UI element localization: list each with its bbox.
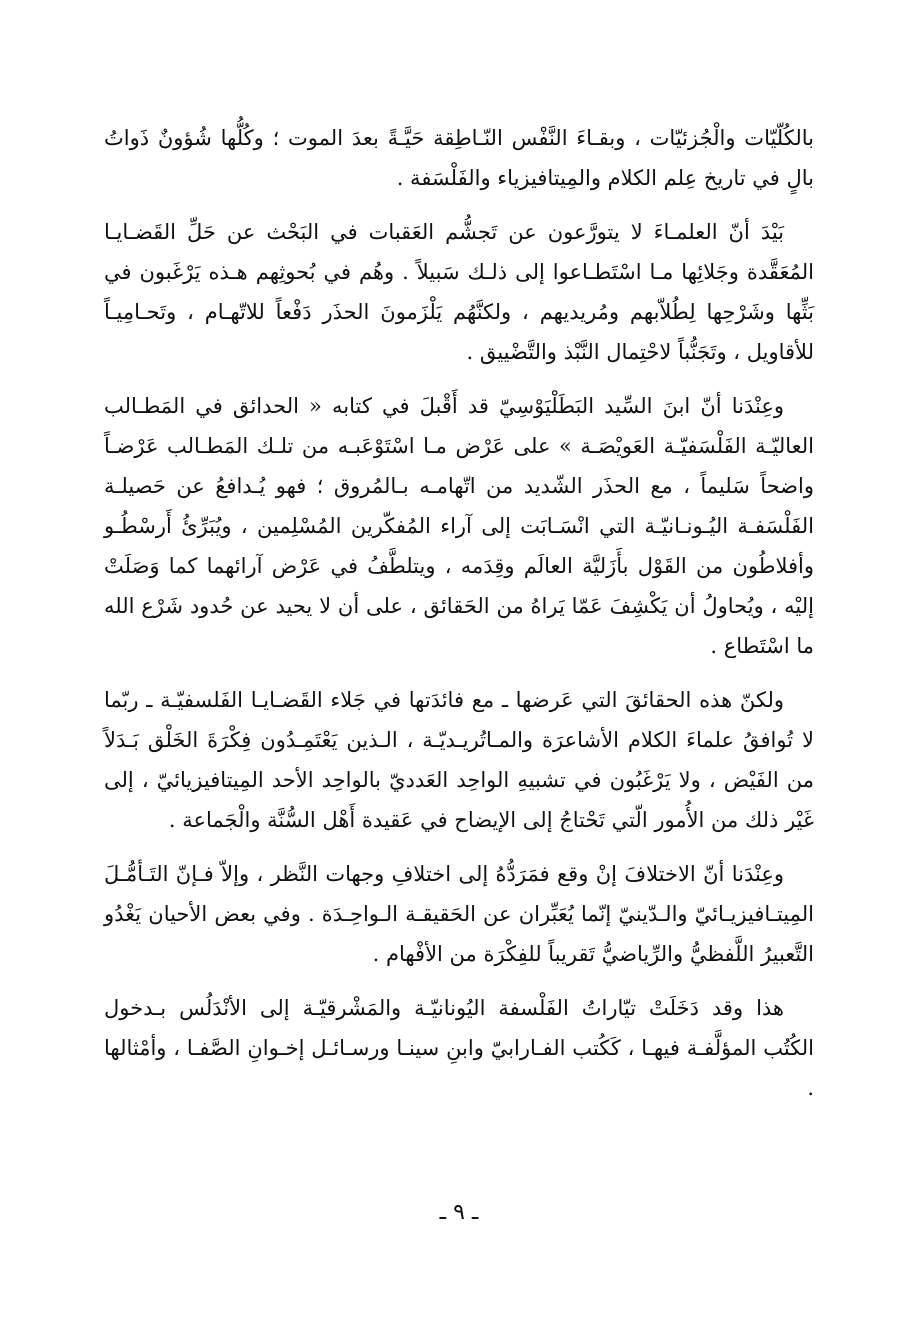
paragraph-6: هذا وقد دَخَلَتْ تيّاراتُ الفَلْسفة اليُونانيّـة والمَشْرقيّـة إلى الأنْدَلُس بـدخول الكُتُب المؤلَّفـة فيهـا ، كَكُتب الفـارابيّ وابنِ سينـا ورسـائـل إخـوانِ الصَّفـا ، وأمْثالها . [104, 996, 814, 1100]
paragraph-1: بالكُلّيّات والْجُزئيّات ، وبقـاءَ النَّفْس النّـاطِقة حَيَّـةً بعدَ الموت ؛ وكُلُّها شُؤونٌ ذَواتُ بالٍ في تاريخ عِلم الكلام والمِيتافيزياء والفَلْسَفة . [104, 126, 814, 190]
document-body [104, 118, 814, 1122]
page-number: ـ ٩ ـ [439, 1200, 479, 1225]
paragraph-5: وعِنْدَنا أنّ الاختلافَ إنْ وقع فمَرَدُّهُ إلى اختلافِ وجهات النَّظر ، وإلاّ فـإنّ التَـأمُّـلَ المِيتـافيزيـائيّ والـدّينيّ إنّما يُعَبِّران عن الحَقيقـة الـواحِـدَة . وفي بعض الأحيان يَغْدُو التَّعبيرُ اللَّفظيُّ والرِّياضيُّ تَقريباً للفِكْرَة من الأفْهام . [104, 862, 814, 966]
paragraph-4: ولكنّ هذه الحقائقَ التي عَرضها ـ مع فائدَتها في جَلاء القَضـايـا الفَلسفيّـة ـ ربّما لا تُوافقُ علماءَ الكلام الأشاعرَة والمـاتُريـديّـة ، الـذين يَعْتَمِـدُون فِكْرَةَ الخَلْق بَـدَلاً من الفَيْض ، ولا يَرْغَبُون في تشبيهِ الواحِد العَدديّ بالواحِد الأحد المِيتافيزيائيّ ، إلى غَيْر ذلك من الأُمور الّتي تَحْتاجُ إلى الإيضاح في عَقيدة أَهْل السُّنَّة والْجَماعة . [104, 688, 814, 832]
paragraph-2: بَيْدَ أنّ العلمـاءَ لا يتورَّعون عن تَجشُّم العَقبات في البَحْث عن حَلِّ القَضـايـا المُعَقَّدة وجَلائِها مـا اسْتَطـاعوا إلى ذلـك سَبيلاً . وهُم في بُحوثِهم هـذه يَرْغَبون في بَثِّها وشَرْحِها لِطُلاّبهم ومُريديهم ، ولكنَّهُم يَلْزَمونَ الحذَر دَفْعاً للاتّهـام ، وتَحـامِيـاً للأقاويل ، وتَجَنُّباً لاحْتِمال النَّبْذ والتَّضْييق . [104, 220, 814, 364]
paragraph-3: وعِنْدَنا أنّ ابنَ السِّيد البَطَلْيَوْسِيّ قد أَقْبلَ في كتابه « الحدائق في المَطـالب العاليّـة الفَلْسَفيّـة العَويْصَـة » على عَرْض مـا اسْتَوْعَبـه من تلـك المَطـالب عَرْضـاً واضحاً سَليماً ، مع الحذَر الشّديد من اتّهامـه بـالمُروق ؛ فهو يُـدافعُ عن حَصيلـة الفَلْسَفـة اليُـونـانيّـة التي انْسَـابَت إلى آراء المُفكّرين المُسْلِمين ، ويُبَرِّئُ أَرسْطُـو وأفلاطُون من القَوْل بأَزَليَّة العالَم وقِدَمه ، ويتلطَّفُ في عَرْض آرائهما كما وَصَلَتْ إليْه ، ويُحاولُ أن يَكْشِفَ عَمّا يَراهُ من الحَقائق ، على أن لا يحيد عن حُدود شَرْع الله ما اسْتَطاع . [104, 394, 814, 658]
